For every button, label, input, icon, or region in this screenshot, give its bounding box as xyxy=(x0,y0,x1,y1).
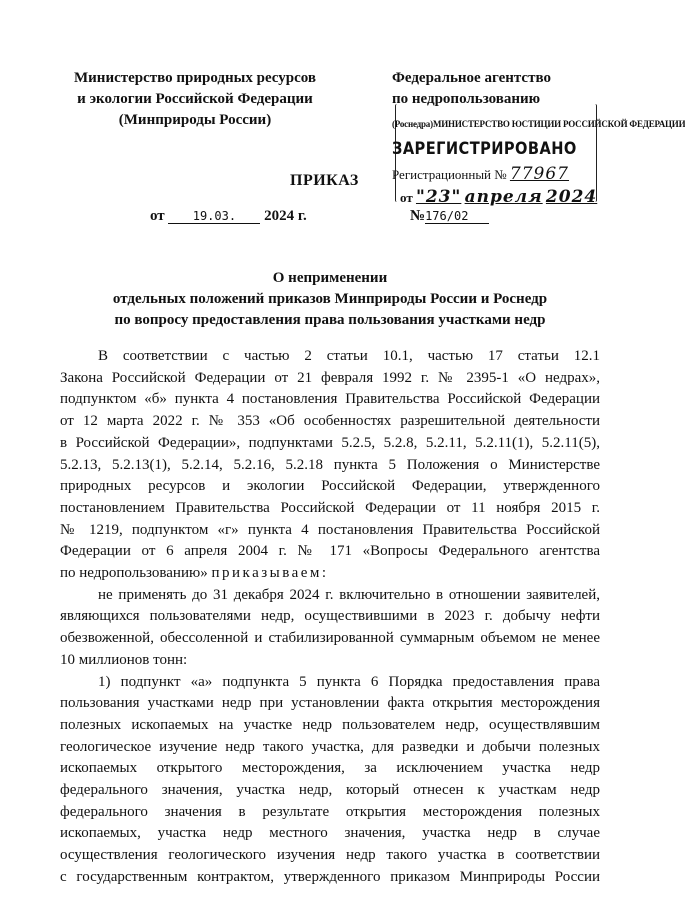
stamp-ministry-line xyxy=(392,114,685,135)
text-line: подпунктом «б» пункта 4 постановления Правительства Российской Федерации xyxy=(60,391,600,408)
text-line: не применять до 31 декабря 2024 г. включительно в отношении заявителей, xyxy=(98,586,600,603)
document-number xyxy=(410,208,489,225)
stamp-reg-label: Регистрационный № xyxy=(392,167,507,182)
text-line: обезвоженной, обессоленной и стабилизированной суммарным объемом не менее xyxy=(60,630,600,647)
text-line: ископаемых, участка недр местного значения, участка недр в случае xyxy=(60,825,600,842)
agency-line-2: по недропользованию xyxy=(392,91,541,107)
text-line: пользования участками недр при установлении факта открытия месторождения xyxy=(60,695,600,712)
number-value: 176/02 xyxy=(425,209,489,224)
date-suffix: 2024 г. xyxy=(264,208,307,224)
stamp-registered: ЗАРЕГИСТРИРОВАНО xyxy=(392,139,577,159)
stamp-date-month: апреля xyxy=(464,187,543,207)
stamp-date-year: 2024 xyxy=(545,187,598,207)
date-prefix: от xyxy=(150,208,165,224)
text-line-last xyxy=(60,563,600,585)
agency-line-3: (Роснедра) xyxy=(392,119,433,129)
text-line: федерального значения, участка недр, который отнесен к участкам недр xyxy=(60,782,600,799)
text-line: от 12 марта 2022 г. № 353 «Об особенностях разрешительной деятельности xyxy=(60,413,600,430)
title-line-1: О неприменении xyxy=(272,270,388,286)
text-line: являющихся пользователями недр, осуществившими в 2023 г. добычу нефти xyxy=(60,608,600,625)
paragraph-item-1 xyxy=(60,672,600,889)
text-line-last: 10 миллионов тонн: xyxy=(60,651,188,668)
ministry-line-1: Министерство природных ресурсов xyxy=(74,70,316,86)
number-prefix: № xyxy=(410,208,426,224)
date-value: 19.03. xyxy=(168,209,260,224)
text-line: природных ресурсов и экологии Российской Федерации, утвержденного xyxy=(60,478,600,495)
text-line: Федерации от 6 апреля 2004 г. № 171 «Вопросы Федерального агентства xyxy=(60,543,600,560)
text-line: геологическое изучение недр такого участка, для разведки и добычи полезных xyxy=(60,738,600,755)
stamp-ministry-text: МИНИСТЕРСТВО ЮСТИЦИИ РОССИЙСКОЙ ФЕДЕРАЦИИ xyxy=(432,119,685,129)
text-line: 1) подпункт «а» подпункта 5 пункта 6 Порядка предоставления права xyxy=(98,673,600,690)
text-line: полезных ископаемых на участке недр пользователем недр, осуществлявшим xyxy=(60,716,600,733)
ministry-line-2: и экологии Российской Федерации xyxy=(77,91,313,107)
text-line: постановлением Правительства Российской Федерации от 11 ноября 2015 г. xyxy=(60,499,600,516)
order-word: приказываем: xyxy=(211,565,329,582)
document-type: ПРИКАЗ xyxy=(290,172,359,189)
agency-header xyxy=(392,68,685,208)
ministry-header xyxy=(60,68,330,131)
text-line: № 1219, подпунктом «г» пункта 4 постановления Правительства Российской xyxy=(60,521,600,538)
agency-line-1: Федеральное агентство xyxy=(392,70,551,86)
ministry-line-3: (Минприроды России) xyxy=(118,112,272,128)
text-line: Закона Российской Федерации от 21 февраля 1992 г. № 2395-1 «О недрах», xyxy=(60,369,600,386)
text-line: федерального значения в результате открытия месторождения полезных xyxy=(60,803,600,820)
title-line-2: отдельных положений приказов Минприроды России и Роснедр xyxy=(112,291,548,307)
stamp-date-prefix: от xyxy=(400,190,413,205)
paragraph-preamble xyxy=(60,346,600,585)
stamp-reg-number: 77967 xyxy=(509,164,570,184)
title-line-3: по вопросу предоставления права пользования участками недр xyxy=(114,312,546,328)
stamp-reg-number-row xyxy=(392,164,602,185)
stamp-date-day: "23" xyxy=(415,187,462,207)
document-title xyxy=(60,268,600,331)
text-line: ископаемых открытого месторождения, за исключением участка недр xyxy=(60,760,600,777)
paragraph-scope xyxy=(60,585,600,672)
stamp-date-row xyxy=(400,187,602,208)
text-line: осуществления геологического изучения недр такого участка в соответствии xyxy=(60,847,600,864)
preamble-end: по недропользованию» xyxy=(60,565,208,582)
document-body xyxy=(60,346,600,889)
text-line: с государственным контрактом, утвержденного приказом Минприроды России xyxy=(60,868,600,885)
document-date xyxy=(150,208,307,225)
text-line: 5.2.13, 5.2.13(1), 5.2.14, 5.2.16, 5.2.18 пункта 5 Положения о Министерстве xyxy=(60,456,600,473)
text-line: В соответствии с частью 2 статьи 10.1, частью 17 статьи 12.1 xyxy=(98,348,600,364)
text-line: в Российской Федерации», подпунктами 5.2.5, 5.2.8, 5.2.11, 5.2.11(1), 5.2.11(5), xyxy=(60,434,600,451)
